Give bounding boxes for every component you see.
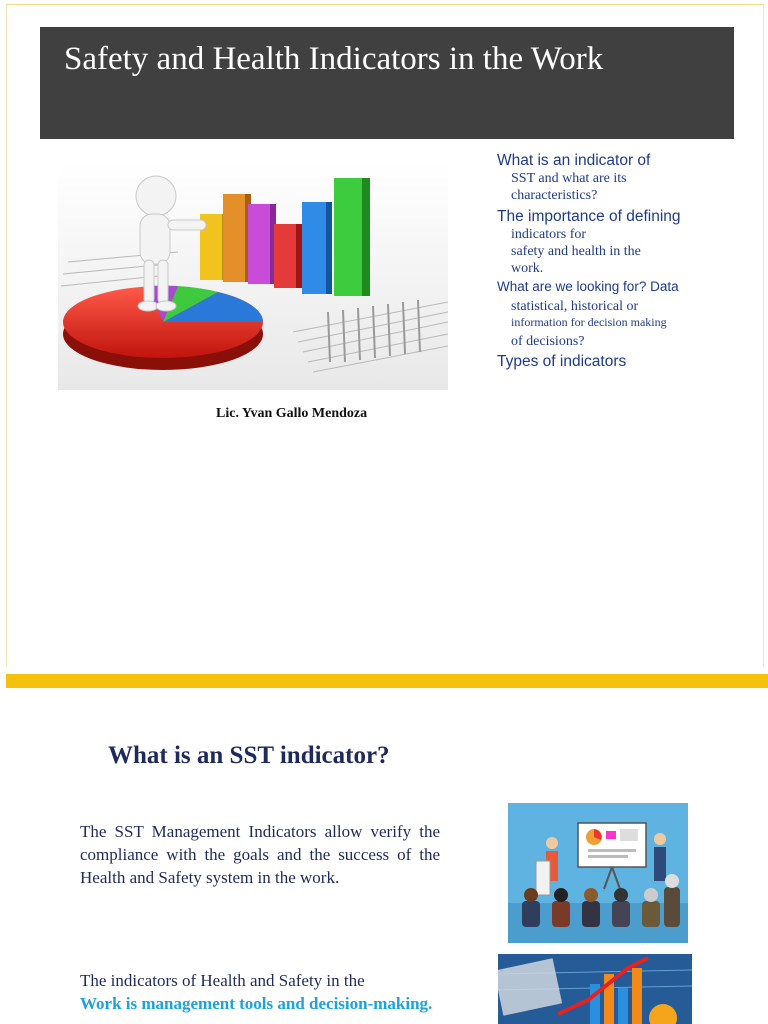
slide-divider (6, 674, 768, 688)
agenda-item-2: The importance of defining (497, 208, 681, 225)
paragraph-text: The indicators of Health and Safety in the (80, 971, 365, 990)
author-name: Lic. Yvan Gallo Mendoza (216, 406, 368, 421)
agenda-item-1-sub: SST and what are its (511, 171, 627, 186)
agenda-item-3-sub: information for decision making (511, 315, 667, 329)
agenda-item-2-sub: safety and health in the (511, 244, 641, 259)
slide-title: Safety and Health Indicators in the Work (64, 41, 604, 77)
agenda-list (497, 152, 727, 371)
agenda-item-1-sub: characteristics? (511, 188, 598, 203)
presentation-meeting-illustration (508, 803, 688, 943)
agenda-item-3-sub: of decisions? (511, 334, 585, 349)
agenda-item-2-sub: work. (511, 261, 544, 276)
agenda-item-4: Types of indicators (497, 353, 627, 370)
bar-chart-illustration (58, 162, 448, 390)
paragraph-highlight: Work is management tools and decision-making. (80, 994, 433, 1013)
agenda-item-2-sub: indicators for (511, 227, 587, 242)
agenda-item-3-sub: statistical, historical or (511, 299, 639, 314)
slide-2-heading: What is an SST indicator? (108, 742, 390, 769)
sst-definition-paragraph: The SST Management Indicators allow verify the compliance with the goals and the success of the Health and Safety system in the work. (80, 822, 440, 887)
agenda-item-1: What is an indicator of (497, 152, 651, 169)
agenda-item-3: What are we looking for? Data (497, 279, 679, 294)
financial-chart-illustration (498, 954, 692, 1024)
title-bar (40, 27, 734, 139)
sst-indicators-paragraph (80, 969, 440, 1015)
